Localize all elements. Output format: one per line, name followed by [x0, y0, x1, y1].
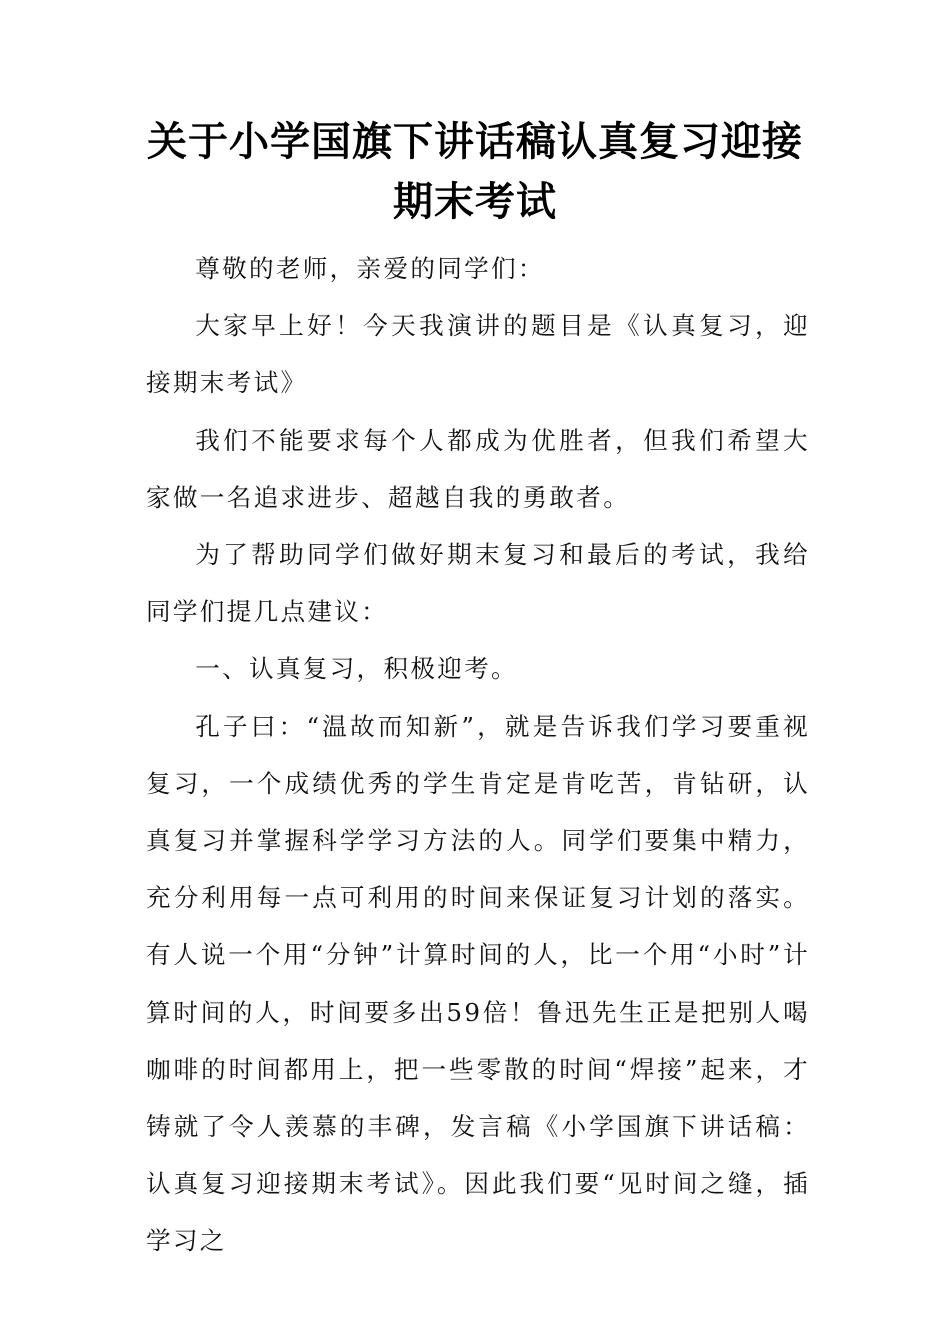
greeting-paragraph: 大家早上好！今天我演讲的题目是《认真复习，迎接期末考试》 [146, 311, 810, 398]
body-paragraph: 为了帮助同学们做好期末复习和最后的考试，我给同学们提几点建议： [146, 540, 810, 627]
salutation-paragraph: 尊敬的老师，亲爱的同学们： [195, 254, 545, 283]
body-paragraph: 我们不能要求每个人都成为优胜者，但我们希望大家做一名追求进步、超越自我的勇敢者。 [146, 425, 810, 512]
section-heading: 一、认真复习，积极迎考。 [195, 654, 518, 684]
document-body [146, 240, 810, 1270]
body-paragraph: 孔子曰：“温故而知新”，就是告诉我们学习要重视复习，一个成绩优秀的学生肯定是肯吃苦，肯钻研，认真复习并掌握科学学习方法的人。同学们要集中精力，充分利用每一点可利用的时间来保证复习计划的落实。有人说一个用“分钟”计算时间的人，比一个用“小时”计算时间的人，时间要多出59倍！鲁迅先生正是把别人喝咖啡的时间都用上，把一些零散的时间“焊接”起来，才铸就了令人羡慕的丰碑，发言稿《小学国旗下讲话稿：认真复习迎接期末考试》。因此我们要“见时间之缝，插学习之 [146, 711, 810, 1256]
document-title: 关于小学国旗下讲话稿认真复习迎接期末考试 [147, 119, 803, 225]
